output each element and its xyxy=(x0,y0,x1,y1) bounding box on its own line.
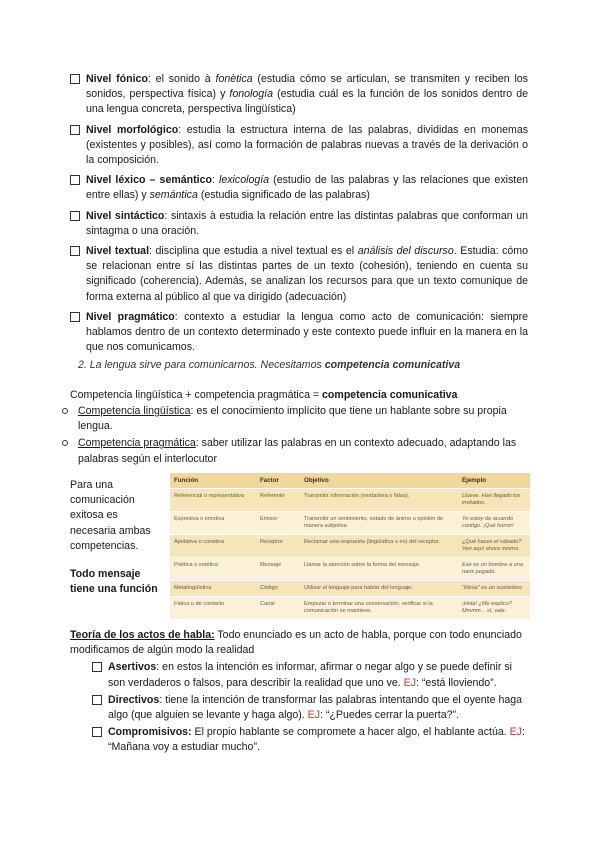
list-item xyxy=(92,660,530,690)
act-example: : “Mañana voy a estudiar mucho”. xyxy=(108,726,525,754)
level-text: : disciplina que estudia a nivel textual es el xyxy=(149,245,358,258)
section-heading-text: 2. La lengua sirve para comunicarnos. Necesitamos xyxy=(78,359,325,371)
table-cell: Utilizar el lenguaje para hablar del lenguaje. xyxy=(300,581,458,597)
table-cell: Reclamar una respuesta (lingüística o no) del receptor. xyxy=(300,535,458,558)
level-term: semántica xyxy=(149,189,198,202)
table-row xyxy=(170,512,530,535)
level-text: (estudio de las palabras y las relaciones que existen entre ellas) y xyxy=(86,174,528,202)
table-header: Función xyxy=(170,473,256,489)
level-item-pragmatico xyxy=(70,310,528,356)
table-header: Objetivo xyxy=(300,473,458,489)
table-cell: Receptor xyxy=(256,535,300,558)
table-cell: Poética o estética xyxy=(170,558,256,581)
table-cell: Expresiva o emotiva xyxy=(170,512,256,535)
table-cell: Llueve. Han llegado los invitados. xyxy=(458,489,530,512)
table-row xyxy=(170,581,530,597)
act-text: El propio hablante se compromete a hacer algo, el hablante actúa. xyxy=(191,726,510,739)
checkbox-icon[interactable] xyxy=(92,695,102,705)
list-item xyxy=(62,436,528,466)
speech-acts-section xyxy=(70,628,530,758)
formula-bold: competencia comunicativa xyxy=(322,389,458,401)
level-item-sintactico xyxy=(70,209,528,239)
checkbox-icon[interactable] xyxy=(70,125,80,135)
table-row xyxy=(170,489,530,512)
level-text: : contexto a estudiar la lengua como acto de comunicación: siempre hablamos dentro de un contexto determinado y este contexto puede influir en la manera en la que nos comunicamos. xyxy=(86,310,528,354)
list-item xyxy=(92,725,530,755)
example-label: EJ xyxy=(509,726,522,739)
table-cell: Transmitir un sentimiento, estado de ánimo u opinión de manera subjetiva. xyxy=(300,512,458,535)
table-row xyxy=(170,535,530,558)
level-item-fonico xyxy=(70,72,528,118)
checkbox-icon[interactable] xyxy=(70,312,80,322)
table-cell: Transmitir información (verdadera o falsa). xyxy=(300,489,458,512)
example-label: EJ xyxy=(307,709,321,722)
level-text: (estudia significado de las palabras) xyxy=(197,189,370,202)
speech-acts-title: Teoría de los actos de habla: xyxy=(70,629,215,641)
level-title: Nivel pragmático xyxy=(86,310,175,323)
table-cell: ¡Hola! ¿Me explico? Mmmm... sí, vale. xyxy=(458,597,530,620)
table-cell: Empezar o terminar una conversación; verificar si la comunicación se mantiene. xyxy=(300,597,458,620)
speech-acts-intro-text: Todo enunciado es un acto de habla, porque con todo enunciado modificamos de algún modo la realidad xyxy=(70,629,522,657)
act-example: : “¿Puedes cerrar la puerta?”. xyxy=(320,709,460,722)
table-header: Factor xyxy=(256,473,300,489)
circle-bullet-icon xyxy=(62,440,68,446)
side-note: Para una comunicación exitosa es necesaria ambas competencias. xyxy=(70,479,151,552)
competencia-text: : es el conocimiento implícito que tiene un hablante sobre su propia lengua. xyxy=(78,405,507,433)
section-heading xyxy=(78,358,460,373)
table-cell: Ese es un hombre a una nariz pegado. xyxy=(458,558,530,581)
level-term: lexicología xyxy=(219,174,270,187)
table-cell: Emisor xyxy=(256,512,300,535)
speech-acts-intro xyxy=(70,628,530,658)
act-term: Directivos xyxy=(108,693,160,706)
table-cell: Fática o de contacto xyxy=(170,597,256,620)
level-title: Nivel morfológico xyxy=(86,123,179,136)
table-cell: Llamar la atención sobre la forma del mensaje. xyxy=(300,558,458,581)
example-label: EJ xyxy=(403,676,416,689)
competencia-term: Competencia lingüística xyxy=(78,405,191,417)
table-cell: Yo estoy de acuerdo contigo. ¡Qué horror! xyxy=(458,512,530,535)
level-title: Nivel fónico xyxy=(86,73,148,85)
level-title: Nivel léxico – semántico xyxy=(86,174,212,187)
table-cell: Mensaje xyxy=(256,558,300,581)
level-text: : sintaxis à estudia la relación entre las distintas palabras que conforman un sintagma o una oración. xyxy=(86,209,529,237)
checkbox-icon[interactable] xyxy=(70,74,80,84)
level-text: : xyxy=(211,174,219,187)
level-text: (estudia cuál es la función de los sonidos dentro de una lengua concreta, perspectiva lingüística) xyxy=(86,88,528,116)
level-term: fonología xyxy=(229,88,274,101)
section-heading-bold: competencia comunicativa xyxy=(324,359,461,371)
level-item-morfologico xyxy=(70,123,528,169)
act-example: : “está lloviendo”. xyxy=(416,676,497,689)
table-cell: ¿Qué haces el sábado? Ven aquí ahora mismo. xyxy=(458,535,530,558)
level-term: análisis del discurso xyxy=(357,245,454,258)
table-cell: Canal xyxy=(256,597,300,620)
functions-table xyxy=(170,473,530,619)
act-term: Asertivos xyxy=(108,661,157,674)
level-title: Nivel sintáctico xyxy=(86,209,165,222)
list-item xyxy=(92,693,530,723)
level-text: : estudia la estructura interna de las palabras, divididas en monemas (existentes y posibles), así como la formación de palabras nuevas a través de la derivación o la composición. xyxy=(86,123,529,167)
table-cell: Apelativa o conativa xyxy=(170,535,256,558)
levels-list xyxy=(70,72,528,360)
level-text: (estudia cómo se articulan, se transmiten y reciben los sonidos, perspectiva física) y xyxy=(86,73,528,101)
level-item-lexico xyxy=(70,173,528,203)
act-term: Compromisivos: xyxy=(108,726,192,739)
table-row xyxy=(170,597,530,620)
level-term: fonètica xyxy=(215,73,253,85)
checkbox-icon[interactable] xyxy=(92,727,102,737)
level-title: Nivel textual xyxy=(86,245,150,258)
formula-text: Competencia lingüística + competencia pragmática = xyxy=(70,389,323,401)
act-text: : tiene la intención de transformar las palabras intentando que el oyente haga algo (que alguien se levante y haga algo). xyxy=(108,693,523,722)
checkbox-icon[interactable] xyxy=(70,246,80,256)
competence-formula xyxy=(70,388,457,403)
speech-acts-list xyxy=(92,660,530,755)
table-row xyxy=(170,558,530,581)
level-text: : el sonido à xyxy=(147,73,216,85)
checkbox-icon[interactable] xyxy=(70,211,80,221)
table-cell: Referente xyxy=(256,489,300,512)
table-header-row xyxy=(170,473,530,489)
table-cell: Referencial o representativa xyxy=(170,489,256,512)
table-cell: Metalingüística xyxy=(170,581,256,597)
table-header: Ejemplo xyxy=(458,473,530,489)
checkbox-icon[interactable] xyxy=(70,175,80,185)
side-note-bold: Todo mensaje tiene una función xyxy=(70,568,158,596)
table-cell: "Mesa" es un sustantivo. xyxy=(458,581,530,597)
act-text: : en estos la intención es informar, afirmar o negar algo y se puede definir si son verdaderos o falsos, para describir la realidad que uno ve. xyxy=(108,661,512,689)
circle-bullet-icon xyxy=(62,408,68,414)
level-text: . Estudia: cómo se relacionan entre sí las distintas partes de un texto (cohesión), teniendo en cuenta su significado (coherencia). Además, se analizan los recursos para que un texto comunique de forma externa al público al que va dirigido (adecuación) xyxy=(86,245,528,303)
checkbox-icon[interactable] xyxy=(92,662,102,672)
table-cell: Código xyxy=(256,581,300,597)
competencia-term: Competencia pragmática xyxy=(78,437,196,450)
competencias-list xyxy=(62,404,528,469)
level-item-textual xyxy=(70,244,528,305)
list-item xyxy=(62,404,528,434)
competencia-text: : saber utilizar las palabras en un contexto adecuado, adaptando las palabras según el interlocutor xyxy=(78,437,517,465)
